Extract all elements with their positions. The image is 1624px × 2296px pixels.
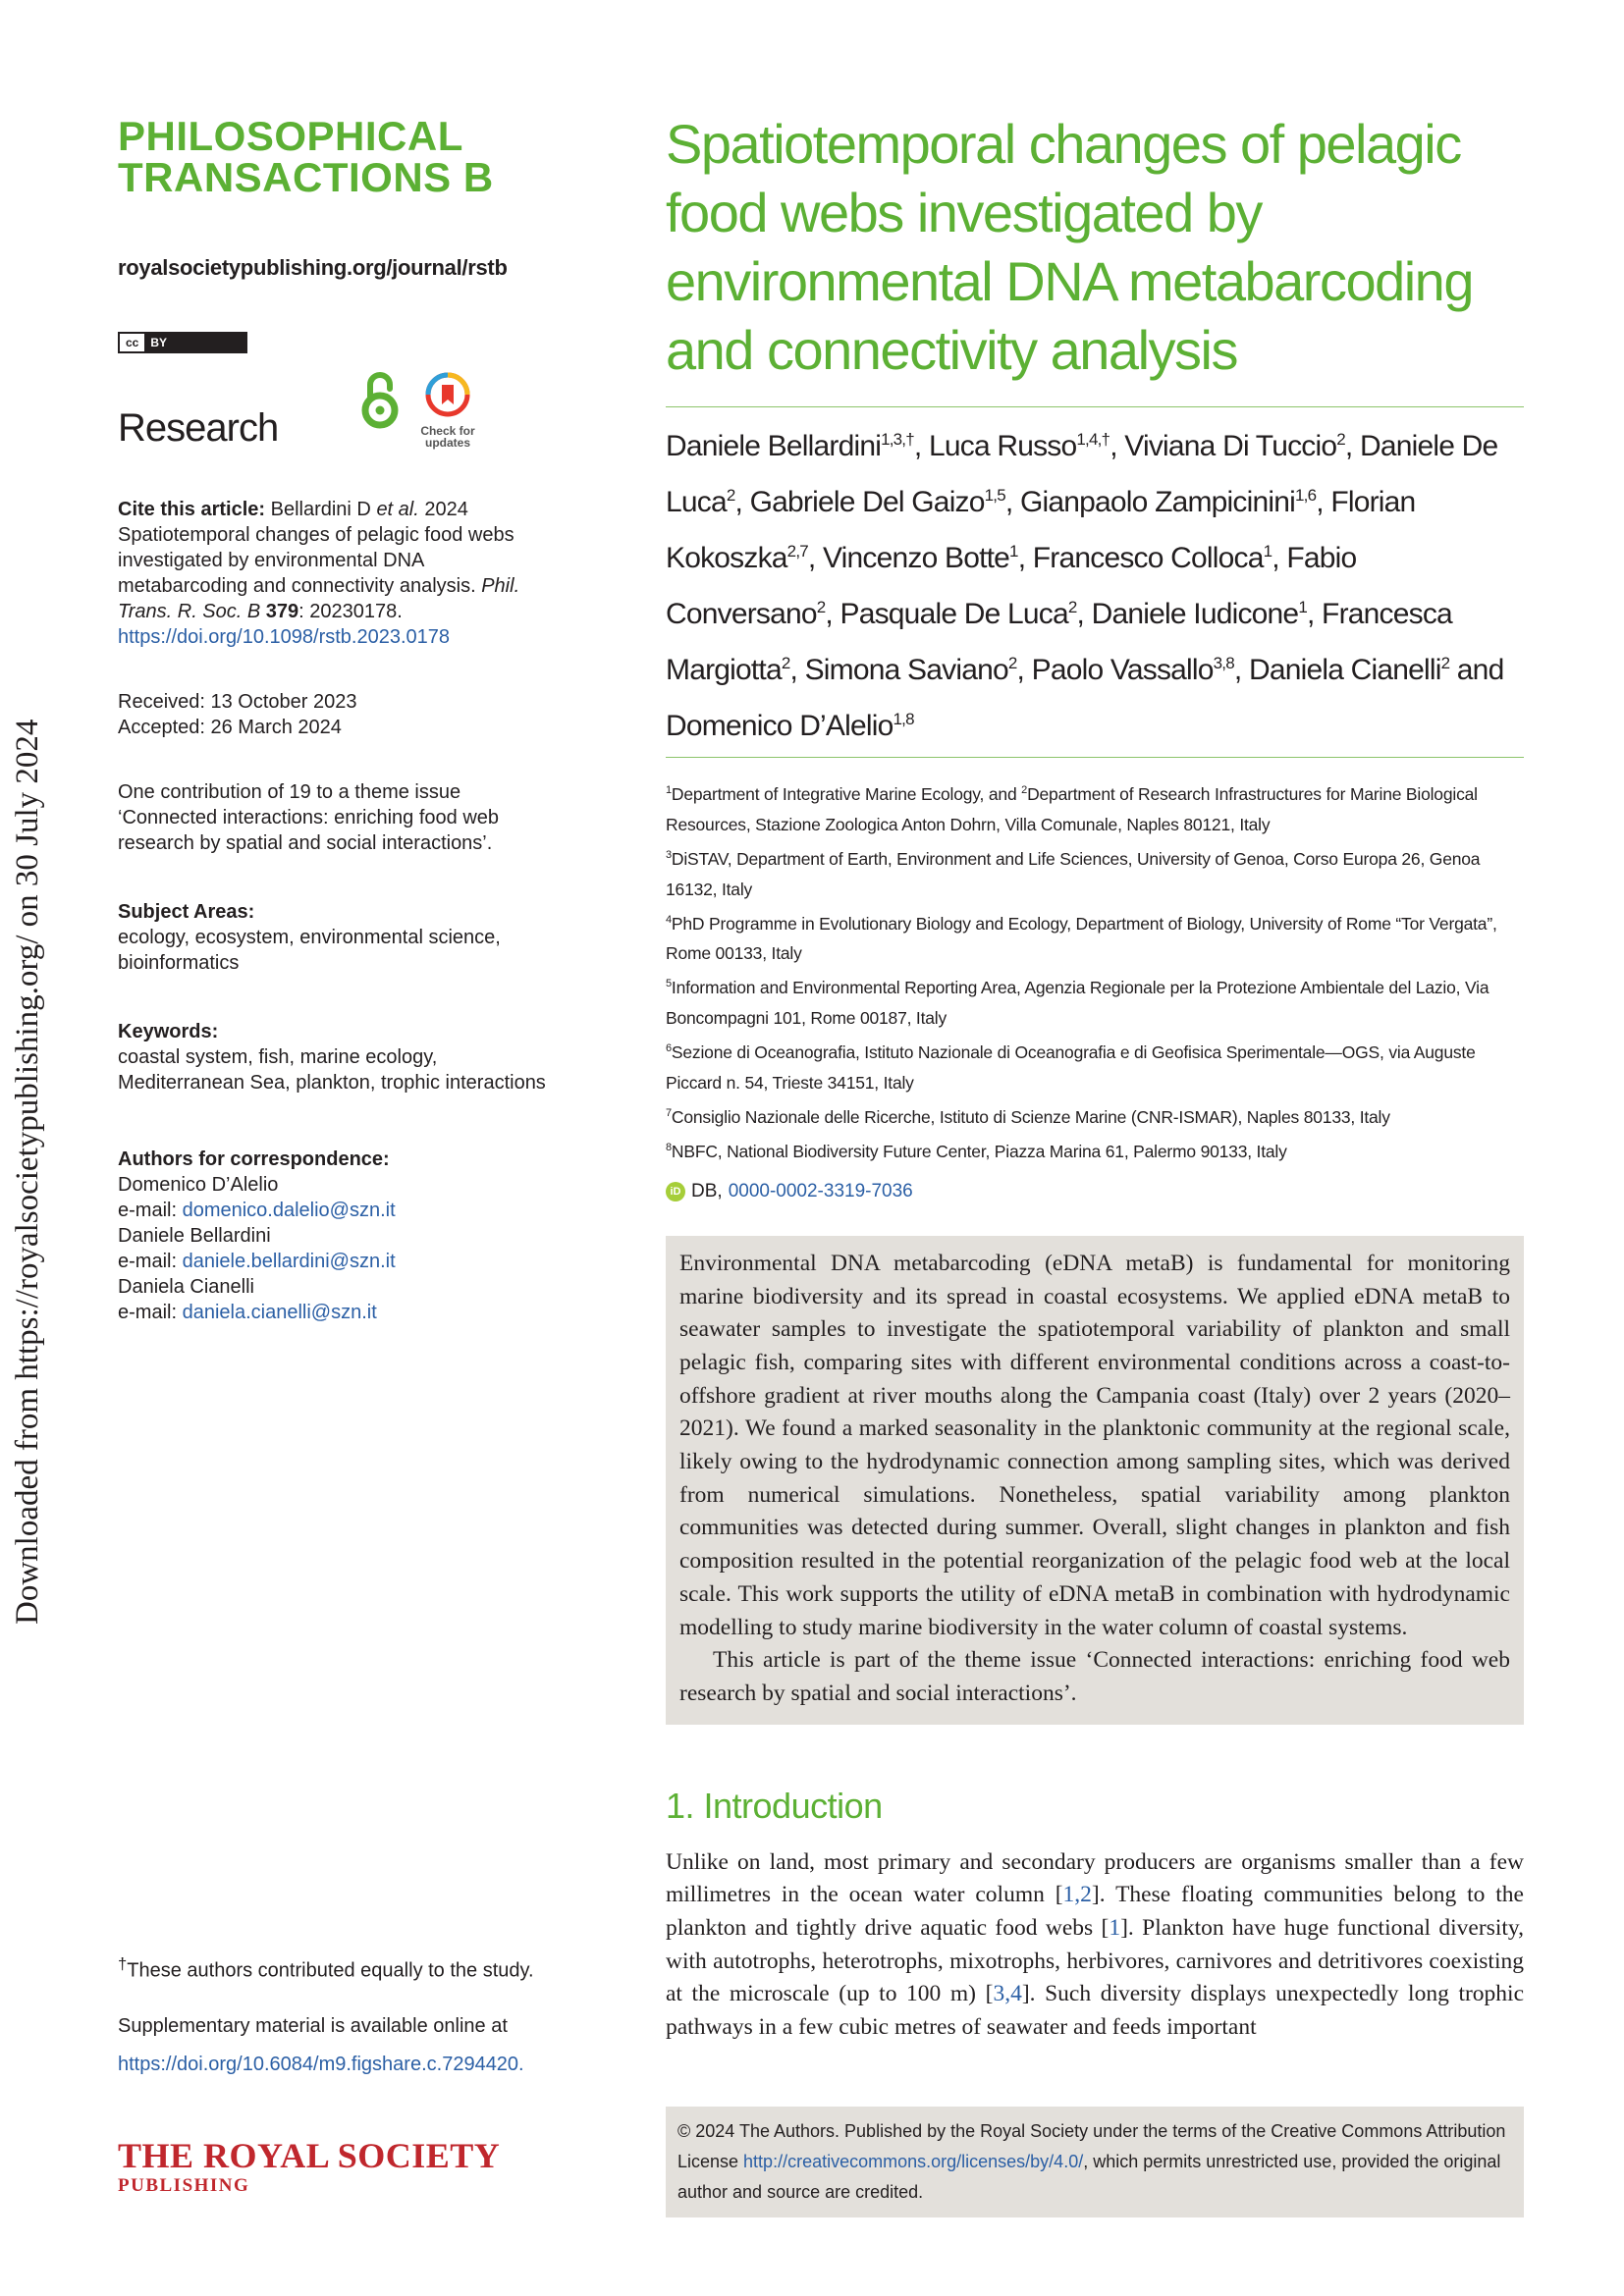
download-note: Downloaded from https://royalsocietypublishing.org/ on 30 July 2024 xyxy=(10,719,45,1625)
author-name: Pasquale De Luca xyxy=(839,598,1068,630)
theme-note: One contribution of 19 to a theme issue ‘Connected interactions: enriching food web research by spatial and social interactions’. xyxy=(118,781,500,854)
supplementary-text: Supplementary material is available online at xyxy=(118,2015,508,2037)
check-updates-label xyxy=(417,425,478,449)
affiliations xyxy=(666,775,1524,1167)
publisher-name: THE ROYAL SOCIETY xyxy=(118,2136,501,2175)
author-separator: , xyxy=(1076,598,1092,630)
received-date: Received: 13 October 2023 xyxy=(118,691,357,713)
orcid-initials: DB, xyxy=(691,1180,723,1201)
journal-name-line1: PHILOSOPHICAL xyxy=(118,113,463,159)
intro-text-part: ]. These floating communities belong to the plankton and tightly drive aquatic food webs [ xyxy=(666,1882,1524,1942)
correspondent-email[interactable]: daniele.bellardini@szn.it xyxy=(182,1251,396,1272)
author-affiliation-mark: 1,8 xyxy=(893,710,914,728)
keywords xyxy=(118,1019,550,1095)
email-label: e-mail: xyxy=(118,1200,183,1221)
author-name: Daniele Iudicone xyxy=(1091,598,1299,630)
email-label: e-mail: xyxy=(118,1251,183,1272)
affiliation-number: 1 xyxy=(666,784,672,796)
article-title: Spatiotemporal changes of pelagic food webs investigated by environmental DNA metabarcoding and connectivity analysis xyxy=(666,113,1473,381)
author-affiliation-mark: 1,6 xyxy=(1295,486,1317,505)
author-separator: , xyxy=(913,430,929,462)
author-separator: , xyxy=(1110,430,1125,462)
check-updates-icon xyxy=(424,371,471,418)
author-name: Gabriele Del Gaizo xyxy=(749,486,985,518)
author-affiliation-mark: 1,3,† xyxy=(881,430,914,449)
author-affiliation-mark: 1 xyxy=(1298,598,1307,616)
check-updates-line1: Check for xyxy=(420,424,475,438)
introduction-heading: 1. Introduction xyxy=(666,1785,883,1826)
by-label: BY xyxy=(144,334,245,351)
affiliation-text: DiSTAV, Department of Earth, Environment and Life Sciences, University of Genoa, Corso Europa 26, Genoa 16132, Italy xyxy=(666,848,1481,899)
affiliation-text: Sezione di Oceanografia, Istituto Nazionale di Oceanografia e di Geofisica Sperimentale—OGS, via Auguste Piccard n. 54, Trieste 34151, Italy xyxy=(666,1042,1476,1094)
author-name: Domenico D’Alelio xyxy=(666,710,893,742)
check-for-updates-button[interactable] xyxy=(417,371,478,449)
intro-text-part: Unlike on land, most primary and secondary producers are organisms smaller than a few millimetres in the ocean water column [ xyxy=(666,1848,1524,1908)
subject-areas-label: Subject Areas: xyxy=(118,901,255,923)
author-name: Paolo Vassallo xyxy=(1031,654,1214,686)
author-affiliation-mark: 2 xyxy=(781,654,790,672)
supplementary-link[interactable]: https://doi.org/10.6084/m9.figshare.c.7294420. xyxy=(118,2054,524,2075)
cite-journal: Phil. Trans. R. Soc. B xyxy=(118,575,520,622)
cite-authors: Bellardini D xyxy=(270,499,371,520)
affiliation-text: Department of Integrative Marine Ecology, and xyxy=(671,783,1022,804)
open-access-icon xyxy=(358,371,402,430)
correspondence-block xyxy=(118,1147,550,1325)
orcid-icon: iD xyxy=(666,1182,685,1201)
keywords-label: Keywords: xyxy=(118,1021,219,1042)
abstract-box xyxy=(666,1236,1524,1725)
author-affiliation-mark: 2 xyxy=(1067,598,1077,616)
cite-label: Cite this article: xyxy=(118,499,266,520)
affiliation-entry xyxy=(666,775,1524,840)
affiliation-number: 6 xyxy=(666,1042,672,1055)
email-label: e-mail: xyxy=(118,1302,183,1323)
author-separator: , xyxy=(1344,430,1360,462)
cite-title: Spatiotemporal changes of pelagic food webs investigated by environmental DNA metabarcoding and connectivity analysis. xyxy=(118,524,514,597)
correspondent-email-line xyxy=(118,1249,550,1274)
footnote-text: These authors contributed equally to the study. xyxy=(127,1959,534,1982)
author-name: Viviana Di Tuccio xyxy=(1124,430,1337,462)
author-separator: , xyxy=(1306,598,1323,630)
author-separator: , xyxy=(1017,542,1033,574)
right-column xyxy=(666,110,1524,2045)
affiliation-number: 5 xyxy=(666,978,672,990)
affiliation-number: 3 xyxy=(666,848,672,861)
reference-link[interactable]: 1,2 xyxy=(1062,1882,1092,1908)
dates-block xyxy=(118,689,550,740)
cite-article-number: : 20230178. xyxy=(298,601,403,622)
introduction-text xyxy=(666,1846,1524,2045)
abstract-paragraph: Environmental DNA metabarcoding (eDNA metaB) is fundamental for monitoring marine biodiversity and its spread in coastal ecosystems. We applied eDNA metaB to seawater samples to investigate the spatiotemporal variability of plankton and small pelagic fish, comparing sites with different environmental conditions across a coast-to-offshore gradient at river mouths along the Campania coast (Italy) over 2 years (2020–2021). We found a marked seasonality in the planktonic community at the regional scale, likely owing to the hydrodynamic connection among sampling sites, which was derived from numerical simulations. Nonetheless, spatial variability among plankton communities was detected during summer. Overall, slight changes in plankton and fish composition resulted in the potential reorganization of the pelagic food web at the local scale. This work supports the utility of eDNA metaB in combination with hydrodynamic modelling to study marine biodiversity in the water column of coastal systems. xyxy=(679,1250,1510,1640)
author-separator: , xyxy=(1016,654,1032,686)
author-affiliation-mark: 3,8 xyxy=(1213,654,1234,672)
reference-link[interactable]: 3,4 xyxy=(993,1981,1022,2007)
author-separator: , xyxy=(734,486,750,518)
author-affiliation-mark: 2 xyxy=(816,598,826,616)
author-affiliation-mark: 2,7 xyxy=(786,542,808,561)
author-separator: , xyxy=(1004,486,1020,518)
abstract-theme-note: This article is part of the theme issue ‘Connected interactions: enriching food web research by spatial and social interactions’. xyxy=(679,1647,1510,1706)
correspondence-label: Authors for correspondence: xyxy=(118,1148,390,1170)
author-name: Daniele De Luca xyxy=(666,430,1498,518)
section-type: Research xyxy=(118,406,279,450)
intro-text-part: ]. Plankton have huge functional diversity, with autotrophs, heterotrophs, mixotrophs, herbivores, carnivores and detritivores coexisting at the microscale (up to 100 m) [ xyxy=(666,1915,1524,2007)
affiliation-entry xyxy=(666,1133,1524,1167)
left-column xyxy=(118,113,550,1325)
subject-areas-text: ecology, ecosystem, environmental science, bioinformatics xyxy=(118,927,501,974)
author-name: Francesco Colloca xyxy=(1032,542,1264,574)
affiliation-text: NBFC, National Biodiversity Future Center, Piazza Marina 61, Palermo 90133, Italy xyxy=(671,1141,1287,1161)
correspondent-name: Domenico D’Alelio xyxy=(118,1174,279,1196)
affiliation-text: PhD Programme in Evolutionary Biology and Ecology, Department of Biology, University of Rome “Tor Vergata”, Rome 00133, Italy xyxy=(666,913,1497,964)
authors-divider xyxy=(666,757,1524,758)
affiliation-text: Department of Research Infrastructures for Marine Biological Resources, Stazione Zoologica Anton Dohrn, Villa Comunale, Naples 80121, Italy xyxy=(666,783,1478,834)
publisher-logo[interactable] xyxy=(118,2138,500,2197)
cite-year: 2024 xyxy=(424,499,468,520)
copyright-text: © 2024 The Authors. Published by the Royal Society under the terms of the Creative Commons Attribution License xyxy=(677,2121,1506,2171)
correspondent-name: Daniela Cianelli xyxy=(118,1276,254,1298)
cc-by-license-badge[interactable] xyxy=(118,332,247,353)
correspondent-email-line xyxy=(118,1300,550,1325)
author-affiliation-mark: 2 xyxy=(1440,654,1450,672)
author-affiliation-mark: 1 xyxy=(1009,542,1018,561)
journal-name-line2: TRANSACTIONS B xyxy=(118,154,494,200)
author-separator: , xyxy=(1316,486,1331,518)
author-separator: , xyxy=(1272,542,1287,574)
cc-icon: cc xyxy=(120,336,144,349)
orcid-link[interactable]: 0000-0002-3319-7036 xyxy=(728,1180,913,1201)
copyright-box xyxy=(666,2107,1524,2217)
author-affiliation-mark: 1,5 xyxy=(984,486,1005,505)
author-affiliation-mark: 2 xyxy=(726,486,735,505)
orcid-line xyxy=(666,1181,1524,1202)
publisher-sub: PUBLISHING xyxy=(118,2175,250,2196)
affiliation-entry xyxy=(666,905,1524,970)
affiliation-number: 8 xyxy=(666,1141,672,1153)
correspondent-email-line xyxy=(118,1198,550,1223)
author-affiliation-mark: 2 xyxy=(1336,430,1345,449)
equal-contribution-footnote xyxy=(118,1951,550,1984)
author-affiliation-mark: 2 xyxy=(1007,654,1017,672)
author-affiliation-mark: 1 xyxy=(1263,542,1272,561)
footnote-mark: † xyxy=(118,1954,128,1973)
author-name: Florian Kokoszka xyxy=(666,486,1416,574)
affiliation-entry xyxy=(666,969,1524,1034)
author-separator: and xyxy=(1449,654,1504,686)
author-affiliation-mark: 1,4,† xyxy=(1076,430,1110,449)
intro-text-part: ]. Such diversity displays unexpectedly long trophic pathways in a few cubic metres of seawater and feeds important xyxy=(666,1981,1525,2041)
author-separator: , xyxy=(1233,654,1249,686)
author-name: Francesca Margiotta xyxy=(666,598,1452,686)
author-name: Daniela Cianelli xyxy=(1248,654,1441,686)
affiliation-number: 2 xyxy=(1021,784,1028,796)
journal-name xyxy=(118,113,550,200)
affiliation-entry xyxy=(666,1034,1524,1098)
cite-volume: 379 xyxy=(265,601,299,622)
research-row xyxy=(118,371,550,459)
cite-etal: et al. xyxy=(376,499,419,520)
affiliation-entry xyxy=(666,840,1524,905)
correspondent-name: Daniele Bellardini xyxy=(118,1225,271,1247)
citation-block xyxy=(118,497,550,650)
author-name: Luca Russo xyxy=(928,430,1077,462)
affiliation-text: Information and Environmental Reporting Area, Agenzia Regionale per la Protezione Ambientale del Lazio, Via Boncompagni 101, Rome 00187, Italy xyxy=(666,978,1489,1029)
journal-url[interactable]: royalsocietypublishing.org/journal/rstb xyxy=(118,255,508,280)
affiliation-number: 7 xyxy=(666,1107,672,1120)
author-name: Vincenzo Botte xyxy=(822,542,1010,574)
cite-doi-link[interactable]: https://doi.org/10.1098/rstb.2023.0178 xyxy=(118,626,451,648)
author-separator: , xyxy=(825,598,840,630)
author-name: Daniele Bellardini xyxy=(666,430,882,462)
accepted-date: Accepted: 26 March 2024 xyxy=(118,717,342,738)
title-divider xyxy=(666,406,1524,407)
keywords-text: coastal system, fish, marine ecology, Mediterranean Sea, plankton, trophic interactions xyxy=(118,1046,546,1094)
affiliation-text: Consiglio Nazionale delle Ricerche, Istituto di Scienze Marine (CNR-ISMAR), Naples 80133, Italy xyxy=(671,1106,1390,1127)
correspondent-email[interactable]: daniela.cianelli@szn.it xyxy=(182,1302,377,1323)
author-list xyxy=(666,415,1524,757)
author-separator: , xyxy=(789,654,805,686)
author-separator: , xyxy=(807,542,823,574)
reference-link[interactable]: 1 xyxy=(1109,1915,1121,1942)
supplementary-note xyxy=(118,2007,550,2084)
affiliation-entry xyxy=(666,1098,1524,1133)
author-name: Simona Saviano xyxy=(804,654,1008,686)
subject-areas xyxy=(118,899,550,976)
check-updates-line2: updates xyxy=(424,436,470,450)
author-name: Fabio Conversano xyxy=(666,542,1357,630)
correspondent-email[interactable]: domenico.dalelio@szn.it xyxy=(182,1200,396,1221)
author-name: Gianpaolo Zampicinini xyxy=(1019,486,1295,518)
copyright-text: , which permits unrestricted use, provided the original author and source are credited. xyxy=(677,2152,1501,2202)
affiliation-number: 4 xyxy=(666,913,672,926)
license-link[interactable]: http://creativecommons.org/licenses/by/4.0/ xyxy=(743,2152,1084,2171)
